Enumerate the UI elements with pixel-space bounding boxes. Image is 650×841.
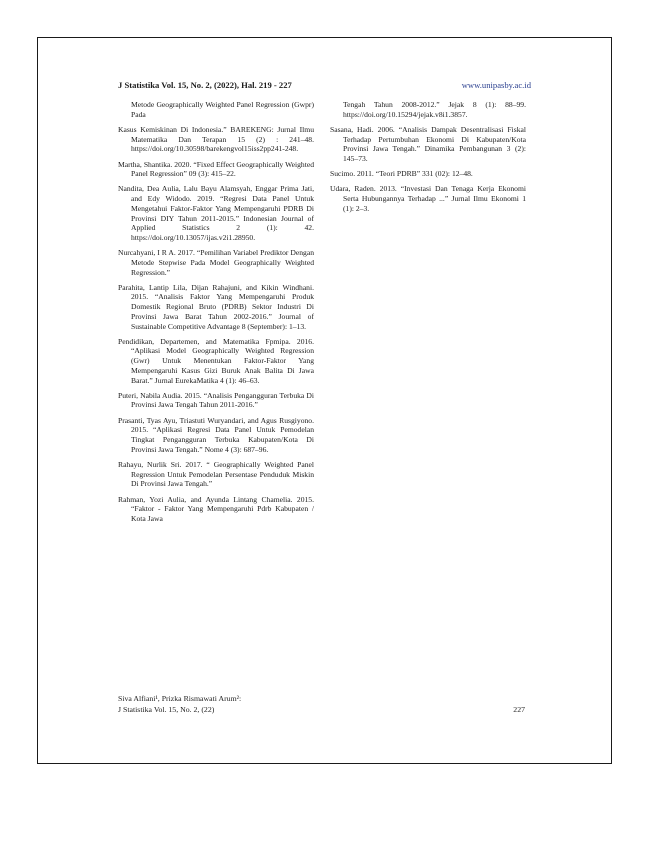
reference-item: Tengah Tahun 2008-2012.” Jejak 8 (1): 88–99. https://doi.org/10.15294/jejak.v8i1.3857. bbox=[343, 100, 526, 119]
reference-item: Rahayu, Nurlik Sri. 2017. “ Geographically Weighted Panel Regression Untuk Pemodelan Persentase Penduduk Miskin Di Provinsi Jawa Tengah.” bbox=[118, 460, 314, 489]
footer-journal: J Statistika Vol. 15, No. 2, (22) bbox=[118, 704, 215, 714]
reference-item: Metode Geographically Weighted Panel Regression (Gwpr) Pada bbox=[131, 100, 314, 119]
reference-item: Sucimo. 2011. “Teori PDRB” 331 (02): 12–48. bbox=[330, 169, 473, 179]
references-right-column bbox=[330, 100, 526, 219]
reference-item: Parahita, Lantip Lila, Dijan Rahajuni, and Kikin Windhani. 2015. “Analisis Faktor Yang Mempengaruhi Produk Domestik Regional Bruto (PDRB) Sektor Industri Di Provinsi Jawa Barat Tahun 2002-2016.” Journal of Sustainable Competitive Advantage 8 (September): 1–13. bbox=[118, 282, 314, 331]
reference-item: Martha, Shantika. 2020. “Fixed Effect Geographically Weighted Panel Regression” 09 (3): 415–22. bbox=[118, 159, 314, 179]
page-number: 227 bbox=[513, 704, 525, 714]
references-left-column bbox=[118, 100, 314, 529]
website-link[interactable]: www.unipasby.ac.id bbox=[461, 80, 531, 90]
journal-header: J Statistika Vol. 15, No. 2, (2022), Hal. 219 - 227 bbox=[118, 80, 292, 90]
reference-item: Sasana, Hadi. 2006. “Analisis Dampak Desentralisasi Fiskal Terhadap Pertumbuhan Ekonomi Di Kabupaten/Kota Provinsi Jawa Tengah.” Dinamika Pembangunan 3 (2): 145–73. bbox=[330, 124, 526, 164]
page-header bbox=[118, 79, 531, 91]
reference-item: Udara, Raden. 2013. “Investasi Dan Tenaga Kerja Ekonomi Serta Hubungannya Terhadap ...” Jurnal Ilmu Ekonomi 1 (1): 2–3. bbox=[330, 184, 526, 213]
reference-item: Nandita, Dea Aulia, Lalu Bayu Alamsyah, Enggar Prima Jati, and Edy Widodo. 2019. “Regresi Data Panel Untuk Mengetahui Faktor-Faktor Yang Mempengaruhi PDRB Di Provinsi DIY Tahun 2011-2015.” Indonesian Journal of Applied Statistics 2 (1): 42. https://doi.org/10.13057/ijas.v2i1.28950. bbox=[118, 184, 314, 242]
reference-item: Puteri, Nabila Audia. 2015. “Analisis Pengangguran Terbuka Di Provinsi Jawa Tengah Tahun 2011-2016.” bbox=[118, 390, 314, 410]
page-footer bbox=[118, 694, 531, 718]
reference-item: Nurcahyani, I R A. 2017. “Pemilihan Variabel Prediktor Dengan Metode Stepwise Pada Model Geographically Weighted Regression.” bbox=[118, 248, 314, 277]
reference-item: Kasus Kemiskinan Di Indonesia.” BAREKENG: Jurnal Ilmu Matematika Dan Terapan 15 (2) : 241–48. https://doi.org/10.30598/barekengvol15iss2pp241-248. bbox=[118, 124, 314, 154]
footer-authors: Siva Alfiani¹, Prizka Rismawati Arum²: bbox=[118, 694, 242, 703]
reference-item: Pendidikan, Departemen, and Matematika Fpmipa. 2016. “Aplikasi Model Geographically Weighted Regression (Gwr) Untuk Menentukan Faktor-Faktor Yang Mempengaruhi Kasus Gizi Buruk Anak Balita Di Jawa Barat.” Jurnal EurekaMatika 4 (1): 46–63. bbox=[118, 336, 314, 385]
reference-item: Prasanti, Tyas Ayu, Triastuti Wuryandari, and Agus Rusgiyono. 2015. “Aplikasi Regresi Data Panel Untuk Pemodelan Tingkat Pengangguran Terbuka Kabupaten/Kota Di Provinsi Jawa Tengah.” Nome 4 (3): 687–96. bbox=[118, 415, 314, 454]
reference-item: Rahman, Yozi Aulia, and Ayunda Lintang Chamelia. 2015. “Faktor - Faktor Yang Mempengaruhi Pdrb Kabupaten / Kota Jawa bbox=[118, 494, 314, 524]
